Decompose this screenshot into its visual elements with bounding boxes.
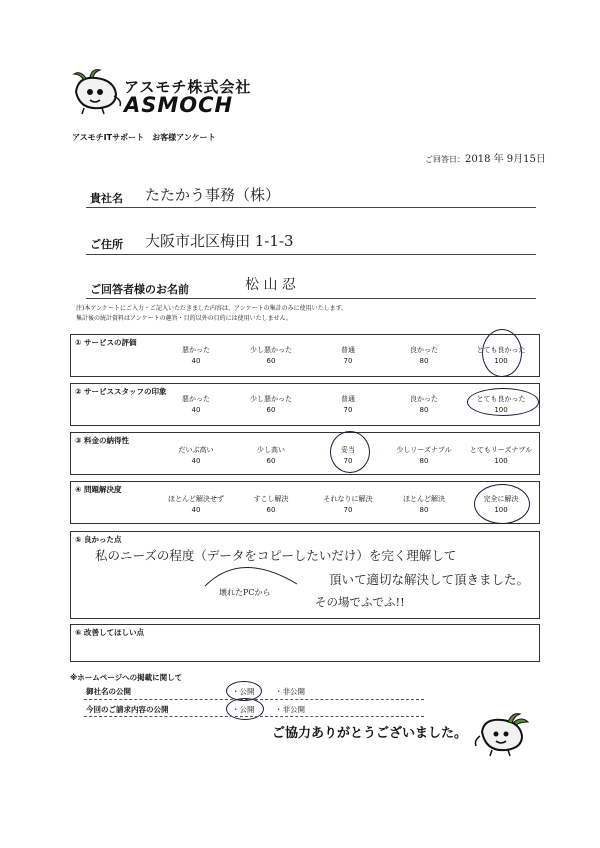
- option-label: 普通: [341, 395, 355, 403]
- option-label: 普通: [341, 346, 355, 354]
- option-score: 40: [191, 506, 201, 514]
- option-label: ほとんど解決: [403, 495, 445, 503]
- section-price-satisfaction: [70, 432, 540, 475]
- option-score: 80: [419, 506, 429, 514]
- answer-date-value: 2018 年 9月15日: [465, 154, 546, 165]
- selection-circle: [474, 484, 530, 524]
- mascot-logo-icon: [66, 68, 124, 116]
- option[interactable]: [156, 494, 236, 516]
- section-title: ③ 料金の納得性: [75, 436, 129, 445]
- option-score: 60: [266, 406, 276, 414]
- option-score: 40: [191, 357, 201, 365]
- option[interactable]: [308, 345, 388, 367]
- option[interactable]: [308, 494, 388, 516]
- privacy-note-2: 集計後の統計資料はアンケートの趣旨・目的以外の目的には使用いたしません。: [76, 315, 293, 322]
- option-label: 完全に解決: [483, 495, 519, 503]
- thanks-message: ご協力ありがとうございました。: [272, 726, 468, 741]
- option[interactable]: [384, 494, 464, 516]
- option[interactable]: [231, 445, 311, 467]
- section-staff-impression: [70, 383, 540, 426]
- option-label: 少し悪かった: [250, 395, 292, 403]
- company-name-jp: アスモチ株式会社: [124, 78, 252, 96]
- option[interactable]: [156, 394, 236, 416]
- option-label: 少し悪かった: [250, 346, 292, 354]
- answer-date-label: ご回答日：: [425, 155, 465, 164]
- good-points-line-3: その場でふでふ!!: [315, 595, 405, 609]
- option-label: とてもリーズナブル: [469, 446, 533, 454]
- section-title: ⑤ 良かった点: [75, 535, 122, 544]
- option[interactable]: [384, 394, 464, 416]
- option-label: ほとんど解決せず: [168, 495, 224, 503]
- good-points-annotation: 壊れたPCから: [219, 588, 271, 597]
- good-points-line-2: 頂いて適切な解決して頂きました。: [329, 572, 530, 587]
- option-score: 40: [191, 457, 201, 465]
- selection-circle: [330, 431, 370, 473]
- homepage-billing-private-option[interactable]: ・非公開: [275, 705, 305, 714]
- homepage-company-public-option[interactable]: ・公開: [232, 687, 255, 696]
- option-score: 70: [343, 406, 353, 414]
- section-title: ① サービスの評価: [75, 338, 137, 347]
- option-label: 良かった: [410, 395, 438, 403]
- option-score: 60: [266, 357, 276, 365]
- annotation-arrow-icon: [201, 554, 301, 588]
- option-label: とても良かった: [476, 346, 526, 354]
- section-improvements[interactable]: [70, 624, 540, 662]
- company-name-en: ASMOCH: [124, 93, 234, 117]
- option[interactable]: [384, 345, 464, 367]
- section-problem-resolution: [70, 481, 540, 524]
- option-score: 60: [266, 506, 276, 514]
- homepage-company-private-option[interactable]: ・非公開: [275, 687, 305, 696]
- company-name-rule: [86, 207, 536, 208]
- option[interactable]: [384, 445, 464, 467]
- option-label: 良かった: [410, 346, 438, 354]
- option-score: 60: [266, 457, 276, 465]
- option-score: 70: [343, 357, 353, 365]
- option[interactable]: [231, 345, 311, 367]
- company-name-label: 貴社名: [90, 192, 123, 205]
- section-title: ⑥ 改善してほしい点: [75, 628, 144, 637]
- option-score: 100: [494, 406, 508, 414]
- option-label: 少し高い: [257, 446, 285, 454]
- option-label: 悪かった: [182, 346, 210, 354]
- option-label: すこし解決: [253, 495, 289, 503]
- company-name-value[interactable]: たたかう事務（株）: [145, 186, 281, 204]
- answer-date: [425, 150, 546, 165]
- selection-circle: [467, 388, 539, 416]
- respondent-rule: [86, 298, 536, 299]
- section-title: ② サービススタッフの印象: [75, 387, 167, 396]
- option-score: 70: [343, 457, 353, 465]
- good-points-line-1: 私のニーズの程度（データをコピーしたいだけ）を完く理解して: [95, 548, 457, 563]
- option-label: だいぶ高い: [178, 446, 214, 454]
- option[interactable]: [461, 445, 541, 467]
- option[interactable]: [231, 394, 311, 416]
- homepage-billing-label: 今回のご請求内容の公開: [86, 705, 169, 714]
- option-label: 悪かった: [182, 395, 210, 403]
- address-label: ご住所: [90, 238, 123, 251]
- option[interactable]: [156, 345, 236, 367]
- mascot-icon: [474, 710, 530, 758]
- option-score: 100: [494, 357, 508, 365]
- option[interactable]: [231, 494, 311, 516]
- option-label: とても良かった: [476, 395, 526, 403]
- homepage-title: ※ホームページへの掲載に関して: [70, 673, 183, 682]
- address-rule: [86, 254, 536, 255]
- respondent-value[interactable]: 松 山 忍: [245, 277, 296, 293]
- respondent-label: ご回答者様のお名前: [90, 283, 189, 296]
- homepage-billing-public-option[interactable]: ・公開: [232, 705, 255, 714]
- section-title: ④ 問題解決度: [75, 485, 122, 494]
- option-score: 80: [419, 406, 429, 414]
- option-score: 40: [191, 406, 201, 414]
- homepage-company-name-label: 御社名の公開: [86, 687, 131, 696]
- address-value[interactable]: 大阪市北区梅田 1-1-3: [145, 232, 294, 250]
- option-label: 少しリーズナブル: [396, 446, 452, 454]
- option-label: 妥当: [341, 446, 355, 454]
- selection-circle: [482, 329, 522, 377]
- option-score: 70: [343, 506, 353, 514]
- option-score: 80: [419, 457, 429, 465]
- homepage-rule-2: [84, 716, 424, 717]
- option[interactable]: [156, 445, 236, 467]
- option-score: 100: [494, 506, 508, 514]
- option[interactable]: [308, 394, 388, 416]
- survey-title: アスモチITサポート お客様アンケート: [72, 133, 216, 142]
- section-good-points[interactable]: [70, 531, 540, 619]
- privacy-note-1: 注)本アンケートにご入力・ご記入いただきました内容は、アンケートの集計のみに使用いたします。: [76, 305, 348, 312]
- option-score: 100: [494, 457, 508, 465]
- option-score: 80: [419, 357, 429, 365]
- section-service-rating: [70, 334, 540, 377]
- option-label: それなりに解決: [323, 495, 373, 503]
